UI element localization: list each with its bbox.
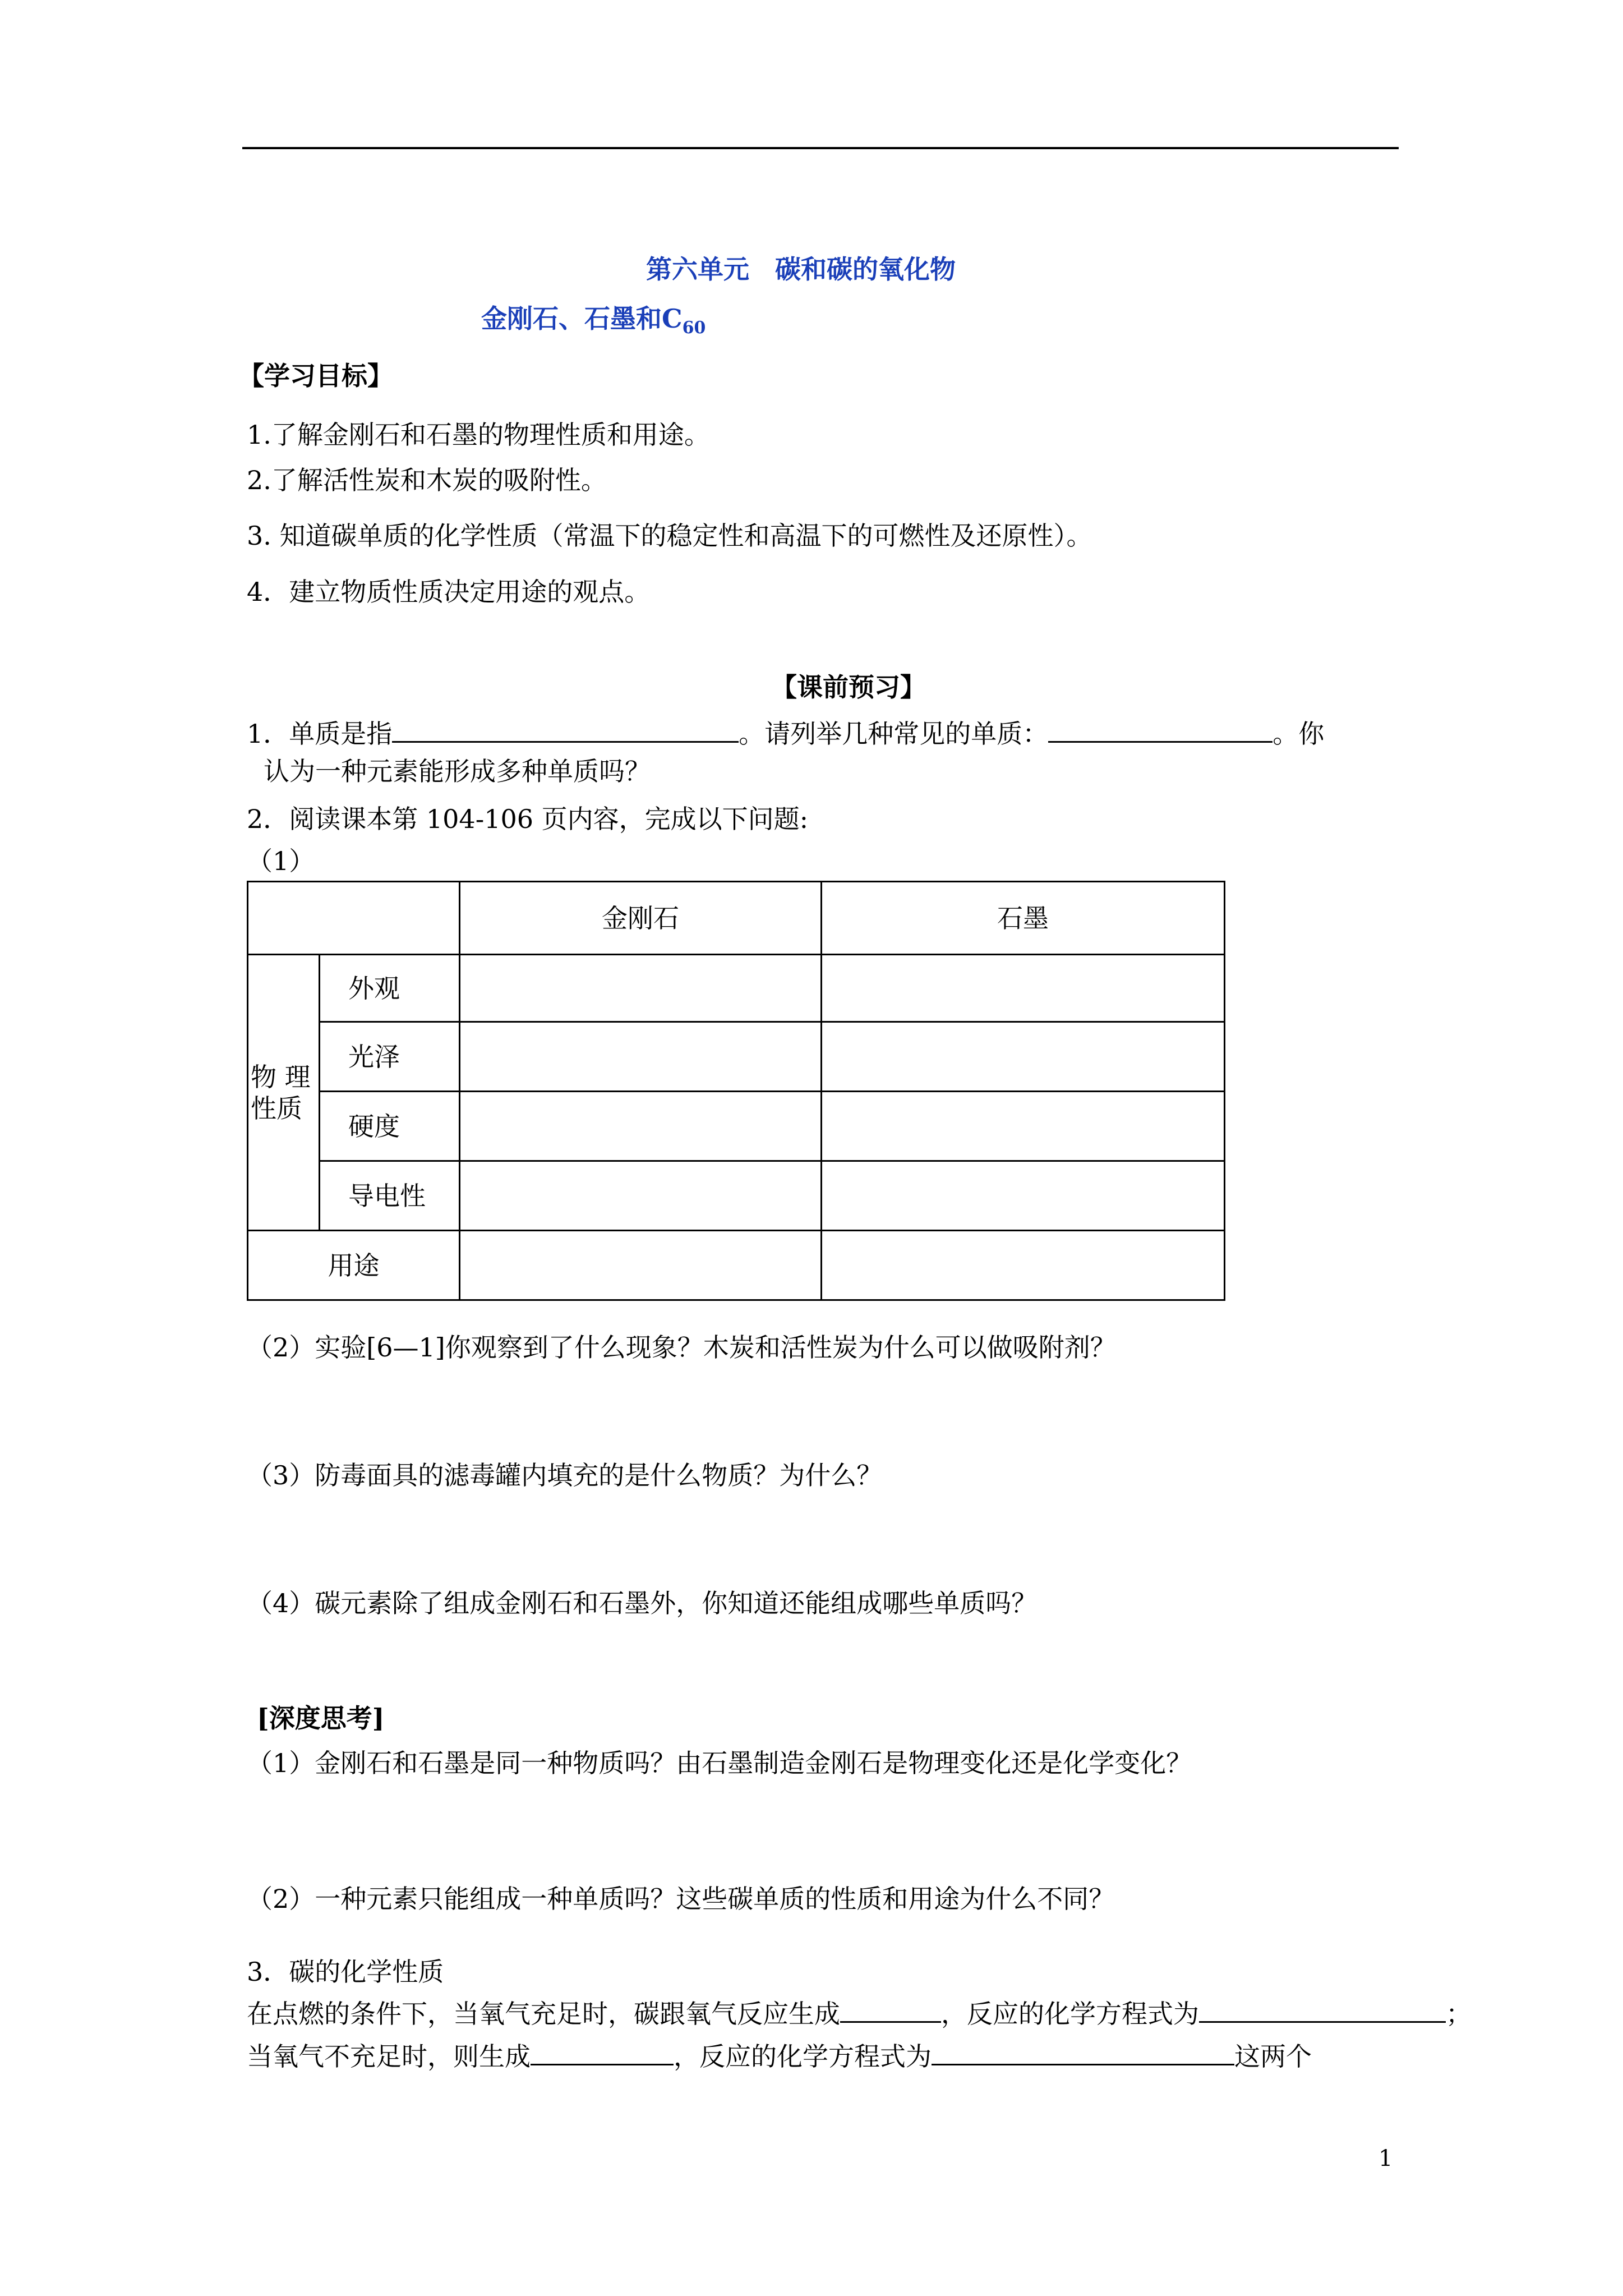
objective-2: 2.了解活性炭和木炭的吸附性。 bbox=[247, 465, 607, 495]
preview-q1-line2: 认为一种元素能形成多种单质吗？ bbox=[264, 756, 651, 786]
deep-heading: [深度思考] bbox=[257, 1703, 385, 1733]
cell-diamond-use[interactable] bbox=[460, 1231, 822, 1300]
row-label-appearance: 外观 bbox=[320, 955, 460, 1022]
question-2-4: （4）碳元素除了组成金刚石和石墨外，你知道还能组成哪些单质吗？ bbox=[247, 1588, 1038, 1618]
cell-diamond-conductivity[interactable] bbox=[460, 1161, 822, 1231]
col-header-graphite: 石墨 bbox=[822, 882, 1225, 955]
table-corner-cell bbox=[248, 882, 460, 955]
objective-4: 4．建立物质性质决定用途的观点。 bbox=[247, 577, 651, 607]
question-2-2: （2）实验[6—1]你观察到了什么现象？木炭和活性炭为什么可以做吸附剂？ bbox=[247, 1332, 1116, 1363]
preview-q1: 1．单质是指 。请列举几种常见的单质： 。你 bbox=[247, 715, 1324, 751]
cell-graphite-conductivity[interactable] bbox=[822, 1161, 1225, 1231]
page-number: 1 bbox=[1378, 2146, 1393, 2171]
cell-diamond-luster[interactable] bbox=[460, 1022, 822, 1092]
cell-graphite-hardness[interactable] bbox=[822, 1092, 1225, 1161]
group-label-physical: 物 理性质 bbox=[248, 955, 320, 1231]
question-2-3: （3）防毒面具的滤毒罐内填充的是什么物质？为什么？ bbox=[247, 1460, 883, 1490]
objective-3: 3. 知道碳单质的化学性质（常温下的稳定性和高温下的可燃性及还原性）。 bbox=[247, 521, 1092, 551]
cell-diamond-appearance[interactable] bbox=[460, 955, 822, 1022]
row-label-conductivity: 导电性 bbox=[320, 1161, 460, 1231]
objectives-heading: 【学习目标】 bbox=[238, 361, 393, 391]
lesson-title: 金刚石、石墨和$C_{60}$ bbox=[481, 303, 706, 338]
cell-graphite-use[interactable] bbox=[822, 1231, 1225, 1300]
blank-definition[interactable] bbox=[392, 715, 739, 743]
objective-1: 1.了解金刚石和石墨的物理性质和用途。 bbox=[247, 420, 710, 450]
row-label-use: 用途 bbox=[248, 1231, 460, 1300]
blank-product-1[interactable] bbox=[840, 1995, 941, 2023]
preview-q2-1: （1） bbox=[247, 846, 315, 876]
col-header-diamond: 金刚石 bbox=[460, 882, 822, 955]
cell-graphite-luster[interactable] bbox=[822, 1022, 1225, 1092]
blank-equation-1[interactable] bbox=[1199, 1995, 1446, 2023]
deep-question-1: （1）金刚石和石墨是同一种物质吗？由石墨制造金刚石是物理变化还是化学变化？ bbox=[247, 1748, 1192, 1778]
cell-diamond-hardness[interactable] bbox=[460, 1092, 822, 1161]
header-rule bbox=[242, 147, 1399, 149]
unit-title: 第六单元 碳和碳的氧化物 bbox=[646, 254, 956, 284]
blank-examples[interactable] bbox=[1048, 715, 1272, 743]
preview-heading: 【课前预习】 bbox=[771, 672, 926, 702]
chem-heading: 3．碳的化学性质 bbox=[247, 1957, 444, 1987]
preview-q2: 2．阅读课本第 104-106 页内容，完成以下问题: bbox=[247, 804, 809, 834]
properties-table bbox=[247, 881, 1225, 1301]
cell-graphite-appearance[interactable] bbox=[822, 955, 1225, 1022]
deep-question-2: （2）一种元素只能组成一种单质吗？这些碳单质的性质和用途为什么不同？ bbox=[247, 1884, 1115, 1914]
chem-line-2: 当氧气不充足时，则生成 ，反应的化学方程式为 这两个 bbox=[247, 2038, 1312, 2073]
row-label-hardness: 硬度 bbox=[320, 1092, 460, 1161]
blank-product-2[interactable] bbox=[531, 2038, 674, 2065]
chem-line-1: 在点燃的条件下，当氧气充足时，碳跟氧气反应生成 ，反应的化学方程式为 ； bbox=[247, 1995, 1472, 2031]
blank-equation-2[interactable] bbox=[932, 2038, 1234, 2065]
row-label-luster: 光泽 bbox=[320, 1022, 460, 1092]
